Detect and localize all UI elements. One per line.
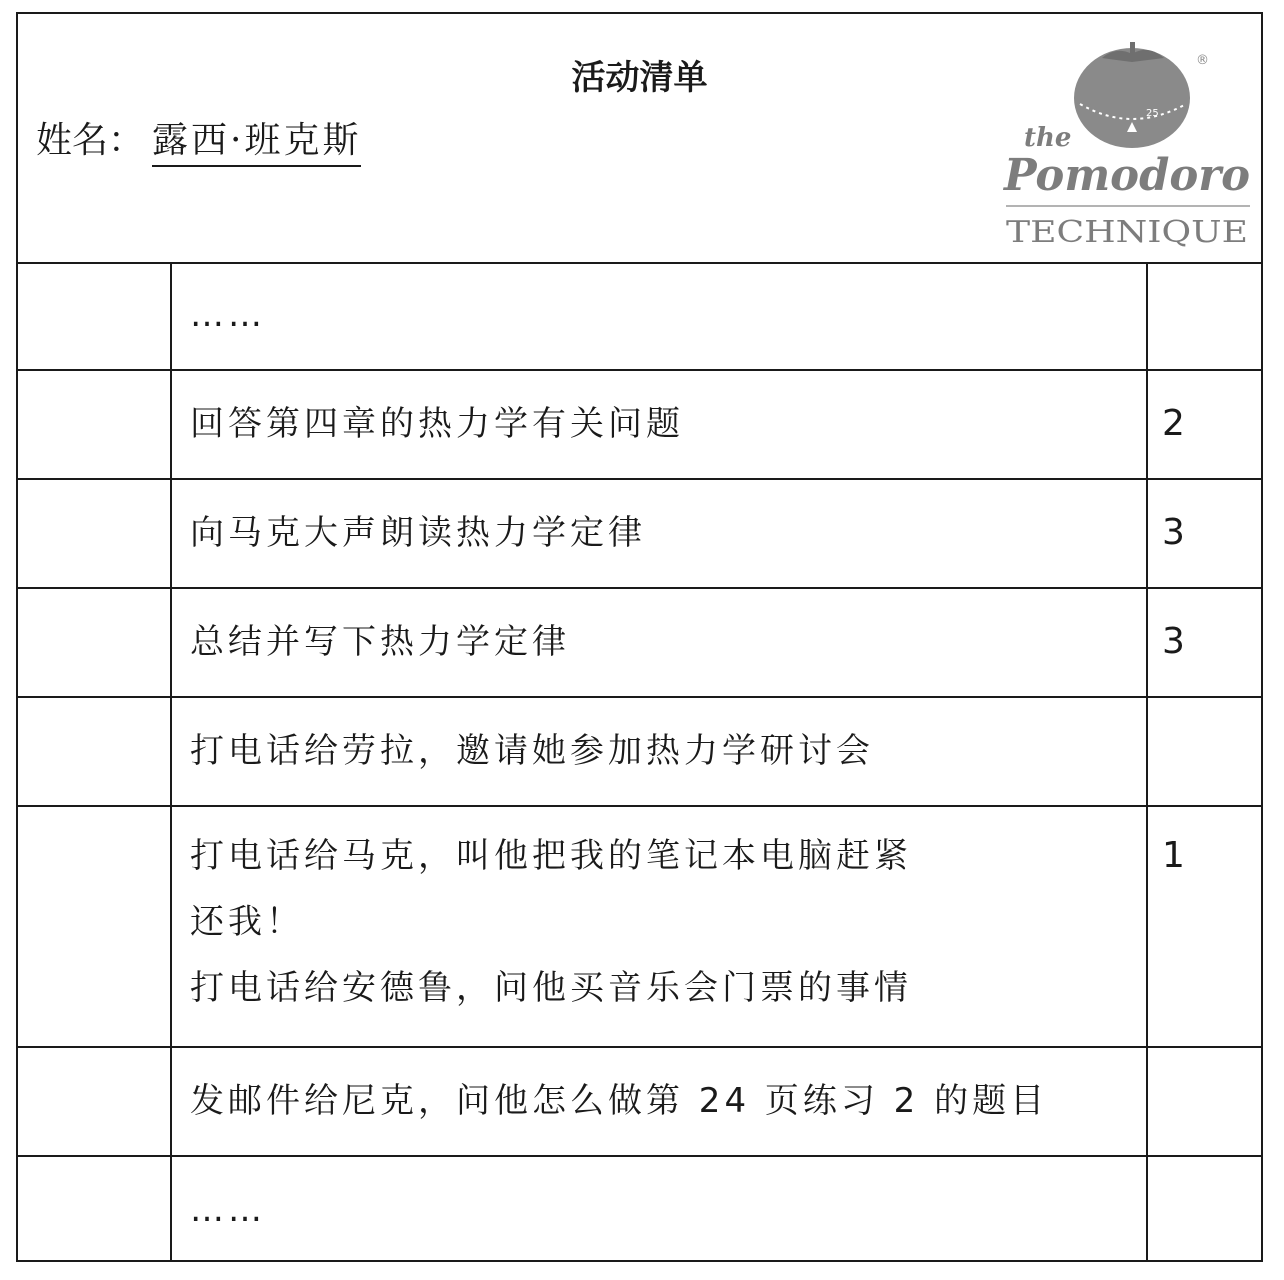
pomodoro-count: 2: [1162, 403, 1185, 444]
table-row: [18, 371, 1261, 480]
pomodoro-count: 1: [1162, 835, 1185, 876]
name-label: 姓名：: [36, 120, 145, 161]
sheet-header: [18, 14, 1261, 264]
activity-list-sheet: [16, 12, 1263, 1262]
table-row: [18, 480, 1261, 589]
table-row: [18, 1048, 1261, 1157]
activity-text: 还我！: [190, 902, 304, 942]
activity-text: 回答第四章的热力学有关问题: [190, 404, 684, 444]
table-row: [18, 262, 1261, 371]
table-row: [18, 698, 1261, 807]
name-value: 露西·班克斯: [152, 112, 361, 167]
page-title: 活动清单: [571, 58, 708, 98]
timer-number: 25: [1146, 108, 1159, 119]
table-row: [18, 1157, 1261, 1262]
pomodoro-count: 3: [1162, 621, 1185, 662]
logo-pomodoro: Pomodoro: [1002, 150, 1250, 201]
activity-text: ……: [190, 1190, 266, 1230]
activity-text: ……: [190, 295, 266, 335]
table-row: [18, 589, 1261, 698]
activity-text: 打电话给马克，叫他把我的笔记本电脑赶紧: [190, 836, 912, 876]
registered-mark: ®: [1196, 53, 1209, 68]
logo-technique: TECHNIQUE: [1006, 215, 1248, 250]
tomato-timer-icon: [1074, 42, 1209, 148]
activity-text: 发邮件给尼克，问他怎么做第 24 页练习 2 的题目: [190, 1081, 1049, 1121]
activity-text: 总结并写下热力学定律: [190, 622, 570, 662]
table-row: [18, 807, 1261, 1048]
pomodoro-count: 3: [1162, 512, 1185, 553]
activity-text: 向马克大声朗读热力学定律: [190, 513, 646, 553]
activity-text: 打电话给安德鲁，问他买音乐会门票的事情: [190, 968, 912, 1008]
pomodoro-logo: [998, 30, 1260, 252]
activity-text: 打电话给劳拉，邀请她参加热力学研讨会: [190, 731, 874, 771]
logo-the: the: [1024, 123, 1072, 153]
